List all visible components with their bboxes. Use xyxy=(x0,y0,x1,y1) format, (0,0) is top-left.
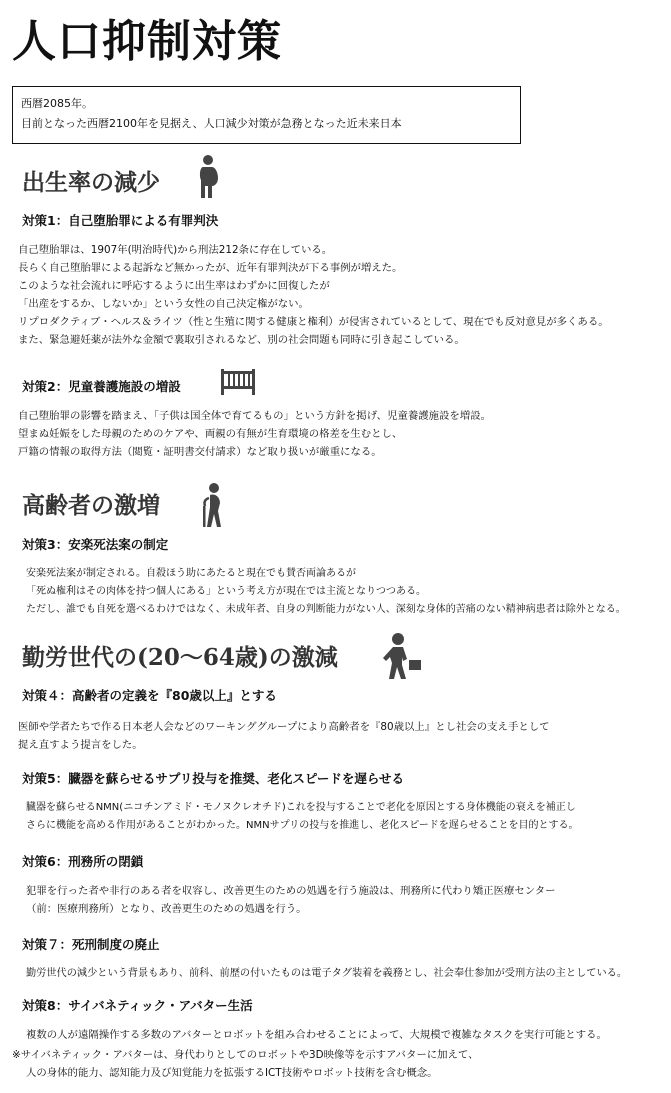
measure-title-5: 対策5：臓器を蘇らせるサプリ投与を推奨、老化スピードを遅らせる xyxy=(22,771,404,786)
body-line: 勤労世代の減少という背景もあり、前科、前歴の付いたものは電子タグ装着を義務とし、社会奉仕参加が受刑方法の主としている。 xyxy=(26,968,628,979)
body-line: 自己堕胎罪の影響を踏まえ、「子供は国全体で育てるもの」という方針を掲げ、児童養護施設を増設。 xyxy=(18,410,491,422)
body-line: 戸籍の情報の取得方法（閲覧・証明書交付請求）など取り扱いが厳重になる。 xyxy=(18,446,382,458)
measure-body-2 xyxy=(18,407,491,461)
measure-body-6 xyxy=(26,882,556,918)
body-line: さらに機能を高める作用があることがわかった。NMNサプリの投与を推進し、老化スピードを遅らせることを目的とする。 xyxy=(26,820,579,831)
section-heading-elderly: 高齢者の激増 xyxy=(22,492,160,519)
measure-body-4 xyxy=(18,718,550,754)
body-line: 医師や学者たちで作る日本老人会などのワーキンググループにより高齢者を『80歳以上』とし社会の支え手として xyxy=(18,721,550,733)
body-line: 自己堕胎罪は、1907年(明治時代)から刑法212条に存在している。 xyxy=(18,244,333,256)
page-title: 人口抑制対策 xyxy=(12,16,282,67)
body-line: 安楽死法案が制定される。自殺ほう助にあたると現在でも賛否両論あるが xyxy=(26,568,356,579)
body-line: 複数の人が遠隔操作する多数のアバターとロボットを組み合わせることによって、大規模で複雑なタスクを実行可能とする。 xyxy=(26,1029,607,1041)
businessman-icon xyxy=(383,632,423,680)
body-line: また、緊急避妊薬が法外な金額で裏取引されるなど、別の社会問題も同時に引き起こしている。 xyxy=(18,334,465,346)
section-heading-birthrate: 出生率の減少 xyxy=(22,169,160,196)
body-line: 望まぬ妊娠をした母親のためのケアや、両親の有無が生育環境の格差を生むとし、 xyxy=(18,428,403,440)
section-heading-working-age: 勤労世代の(20～64歳)の激減 xyxy=(22,644,338,671)
measure-body-3 xyxy=(26,565,626,619)
body-line: リプロダクティブ・ヘルス＆ライツ（性と生殖に関する健康と権利）が侵害されているとして、現在でも反対意見が多くある。 xyxy=(18,316,609,328)
measure-title-2: 対策2：児童養護施設の増設 xyxy=(22,379,181,394)
measure-body-1 xyxy=(18,241,609,349)
body-line: 「死ぬ権利はその肉体を持つ個人にある」という考え方が現在では主流となりつつある。 xyxy=(26,586,426,597)
body-line: 捉え直すよう提言をした。 xyxy=(18,739,143,751)
intro-box xyxy=(12,86,521,144)
measure-body-7 xyxy=(26,965,627,983)
measure-title-6: 対策6：刑務所の閉鎖 xyxy=(22,854,144,869)
footnote-line: ※サイバネティック・アバターは、身代わりとしてのロボットや3D映像等を示すアバターに加えて、 xyxy=(12,1049,479,1061)
measure-title-3: 対策3：安楽死法案の制定 xyxy=(22,537,169,552)
body-line: ただし、誰でも自死を選べるわけではなく、未成年者、自身の判断能力がない人、深刻な身体的苦痛のない精神病患者は除外となる。 xyxy=(26,604,626,615)
measure-title-8: 対策8：サイバネティック・アバター生活 xyxy=(22,998,253,1013)
pregnant-woman-icon xyxy=(196,154,222,200)
footnote xyxy=(12,1046,478,1082)
measure-title-4: 対策４：高齢者の定義を『80歳以上』とする xyxy=(22,688,277,703)
body-line: 臓器を蘇らせるNMN(ニコチンアミド・モノヌクレオチド)これを投与することで老化を原因とする身体機能の衰えを補正し xyxy=(26,802,576,813)
measure-title-7: 対策７：死刑制度の廃止 xyxy=(22,937,160,952)
elderly-cane-icon xyxy=(197,482,229,528)
body-line: 長らく自己堕胎罪による起訴など無かったが、近年有罪判決が下る事例が増えた。 xyxy=(18,262,403,274)
intro-line: 目前となった西暦2100年を見据え、人口減少対策が急務となった近未来日本 xyxy=(21,117,402,130)
body-line: （前：医療刑務所）となり、改善更生のための処遇を行う。 xyxy=(26,903,307,915)
body-line: 「出産をするか、しないか」という女性の自己決定権がない。 xyxy=(18,298,309,310)
measure-title-1: 対策1：自己堕胎罪による有罪判決 xyxy=(22,213,219,228)
measure-body-5 xyxy=(26,799,579,835)
body-line: 犯罪を行った者や非行のある者を収容し、改善更生のための処遇を行う施設は、刑務所に代わり矯正医療センター xyxy=(26,885,556,897)
measure-body-8 xyxy=(26,1026,607,1044)
intro-line: 西暦2085年。 xyxy=(21,97,93,110)
footnote-line: 人の身体的能力、認知能力及び知覚能力を拡張するICT技術やロボット技術を含む概念。 xyxy=(26,1067,438,1079)
crib-icon xyxy=(220,366,256,396)
body-line: このような社会流れに呼応するように出生率はわずかに回復したが xyxy=(18,280,330,292)
